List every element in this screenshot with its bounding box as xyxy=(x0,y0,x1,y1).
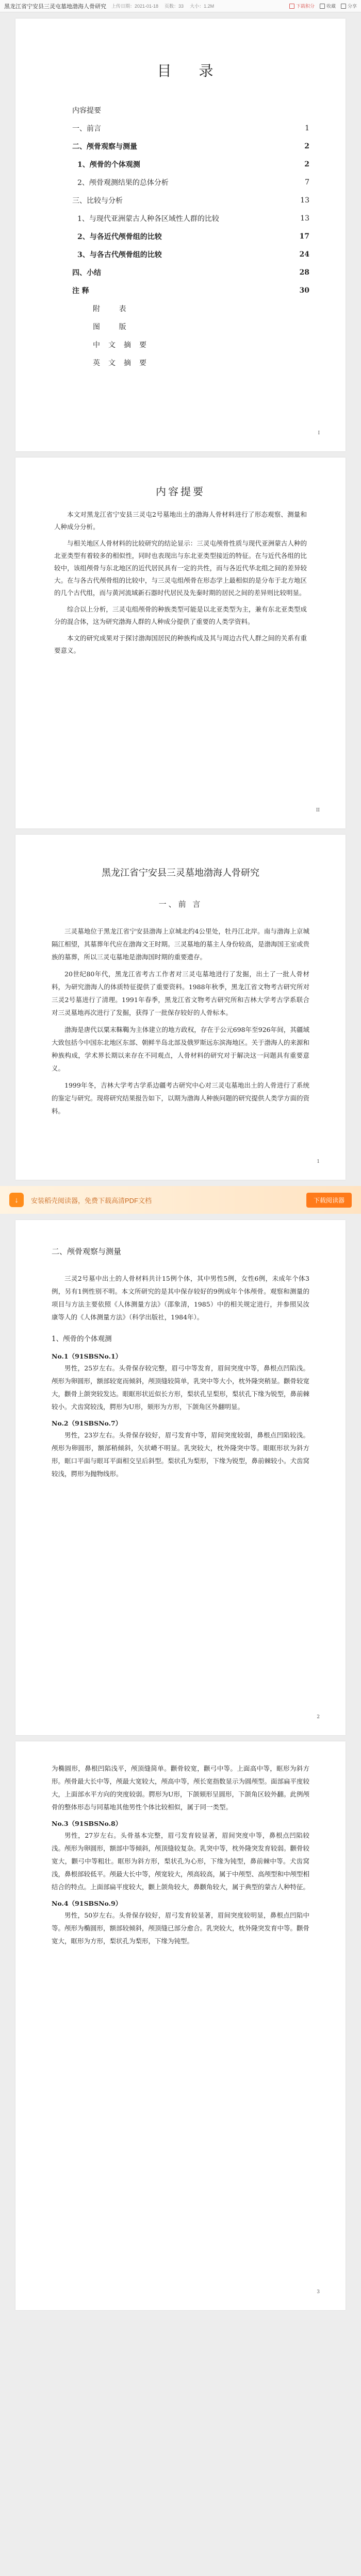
reader-ad-banner[interactable] xyxy=(0,1186,361,1214)
toc-entry-page: 13 xyxy=(300,214,309,223)
toc-entry[interactable] xyxy=(72,119,309,137)
main-page xyxy=(15,835,346,1180)
toc-entry-page: 1 xyxy=(305,124,309,132)
section-heading-preface: 一、前 言 xyxy=(158,900,203,909)
toc-entry-label: 英文摘要 xyxy=(93,359,155,367)
toc-entry[interactable] xyxy=(72,353,309,371)
page-number: 3 xyxy=(317,2290,320,2295)
toc-entry-page: 30 xyxy=(299,286,309,295)
body-paragraph: 三灵墓地位于黑龙江省宁安县渤海上京城北约4公里处，牡丹江北岸。南与渤海上京城隔江相望，其墓葬年代应在渤海文王时期。三灵墓地的墓主人身份较高，是渤海国王室或贵族的墓葬，所以三灵屯墓地是渤海国时期的重要遗存。 xyxy=(52,927,310,961)
toc-entry-label: 2、与各近代颅骨组的比较 xyxy=(77,232,162,241)
specimen-description: 男性，23岁左右。头骨保存较好，眉弓发育中等，眉间突度较弱，鼻根点凹陷较浅。颅形为卵圆形，额部稍倾斜，矢状嵴不明显。乳突较大，枕外隆突中等。眼眶形状为斜方形，眶口平面与眼耳平面相交呈后斜型。梨状孔为梨形，下缘为锐型，鼻前棘较小。犬齿窝较浅，腭形为抛物线形。 xyxy=(52,1431,310,1478)
upload-date: 上传日期：2021-01-18 xyxy=(111,4,159,9)
toc-entry-page: 2 xyxy=(304,160,309,168)
toc-entry[interactable] xyxy=(72,335,309,353)
toc-entry[interactable] xyxy=(72,299,309,317)
toc-list xyxy=(72,101,309,371)
toc-entry-label: 四、小结 xyxy=(72,268,101,277)
specimen-description: 男性，25岁左右。头骨保存较完整，眉弓中等发育，眉间突度中等，鼻根点凹陷浅。颅形为卵圆形，额部较宽而倾斜，颅顶缝较简单，乳突中等大小，枕外隆突稍显。颧骨较宽大，颧骨上颌突较发达。眼眶形状近似长方形，梨状孔呈梨形，梨状孔下缘为锐型，鼻前棘较小。犬齿窝较浅，腭形为U形，颏形为方形，下颌角区外翻明显。 xyxy=(52,1364,310,1411)
download-icon xyxy=(289,4,294,9)
favorite-button[interactable]: 收藏 xyxy=(320,3,336,9)
abstract-title: 内容提要 xyxy=(156,485,205,498)
toc-entry[interactable] xyxy=(72,209,309,227)
toc-entry-label: 2、颅骨观测结果的总体分析 xyxy=(77,178,169,187)
specimen-description: 男性，50岁左右。头骨保存较好，眉弓发育较显著，眉间突度较明显，鼻根点凹陷中等。颅形为椭圆形，额部较倾斜，颅顶缝已部分愈合。乳突较大，枕外隆突发育中等。颧骨宽大，眶形为方形，梨状孔为梨形，下缘为钝型。 xyxy=(52,1911,310,1945)
toc-entry[interactable] xyxy=(72,137,309,155)
toc-entry-label: 内容提要 xyxy=(72,106,101,115)
toc-entry-page: 28 xyxy=(299,268,309,277)
page-number: 1 xyxy=(317,1159,320,1164)
document-meta xyxy=(111,3,214,9)
document-title: 黑龙江省宁安县三灵屯墓地渤海人骨研究 xyxy=(4,3,106,10)
share-icon xyxy=(341,4,346,9)
toc-entry-page: 7 xyxy=(305,178,309,187)
toc-entry[interactable] xyxy=(72,155,309,173)
abstract-paragraph: 本文对黑龙江省宁安县三灵屯2号墓地出土的渤海人骨材料进行了形态观察、测量和人种成分分析。 xyxy=(54,511,307,531)
share-button[interactable]: 分享 xyxy=(341,3,357,9)
page-number: 2 xyxy=(317,1715,320,1720)
toc-entry-page: 24 xyxy=(299,250,309,259)
ad-text: 安装稻壳阅读器，免费下载高清PDF文档 xyxy=(31,1196,152,1205)
continuation-page xyxy=(15,1741,346,2310)
toc-entry[interactable] xyxy=(72,281,309,299)
toc-entry-label: 一、前言 xyxy=(72,124,101,133)
file-size: 大小：1.2M xyxy=(190,4,215,9)
toc-entry-label: 注 释 xyxy=(72,286,89,295)
toc-entry-label: 附 表 xyxy=(93,304,135,313)
abstract-paragraph: 与相关地区人骨材料的比较研究的结论显示：三灵屯颅骨性质与现代亚洲蒙古人种的北亚类型有着较多的相似性，同时也表现出与东北亚类型接近的特征。在与近代各组的比较中，该组颅骨与东北地区的近代居民具有一定的共性，而与各近代华北组之间的差异较大。在与各古代颅骨组的比较中，与三灵屯组颅骨在形态学上最相似的是分布于北方地区的几个古代组，而与黄河流域新石器时代居民及先秦时期的居民之间的差异则比较明显。 xyxy=(54,539,307,597)
body-paragraph: 1999年冬，吉林大学考古学系边疆考古研究中心对三灵屯墓地出土的人骨进行了系统的鉴定与研究。现将研究结果报告如下，以期为渤海人种族问题的研究提供人类学方面的资料。 xyxy=(52,1081,310,1115)
specimen-id: No.1（91SBSNo.1） xyxy=(52,1352,122,1360)
toc-entry[interactable] xyxy=(72,227,309,245)
toc-entry[interactable] xyxy=(72,317,309,335)
toc-page xyxy=(15,19,346,451)
download-icon: ↓ xyxy=(9,1193,24,1207)
specimen-id: No.3（91SBSNo.8） xyxy=(52,1820,122,1827)
page-number: I xyxy=(318,431,320,436)
toc-entry-label: 二、颅骨观察与测量 xyxy=(72,142,137,151)
toc-entry[interactable] xyxy=(72,101,309,119)
section-two-page xyxy=(15,1220,346,1735)
abstract-paragraph: 本文的研究成果对于探讨渤海国居民的种族构成及其与周边古代人群之间的关系有重要意义。 xyxy=(54,634,307,654)
specimen-id: No.2（91SBSNo.7） xyxy=(52,1419,122,1427)
specimen-description: 男性，27岁左右。头骨基本完整，眉弓发育较显著，眉间突度中等，鼻根点凹陷较浅。颅形为卵圆形，额部中等倾斜，颅顶缝较复杂。乳突中等，枕外隆突发育较弱。颧骨较宽大，颧弓中等粗壮。眶形为斜方形，梨状孔为心形，下缘为钝型，鼻前棘中等。犬齿窝浅，鼻根部较低平。颅最大长中等，颅宽较大，颅高较高，属于中颅型、高颅型和中颅型相结合的特点。上面部扁平度较大，颧上颌角较大，鼻颧角较大，属于典型的蒙古人种特征。 xyxy=(52,1832,310,1891)
body-paragraph: 20世纪80年代，黑龙江省考古工作者对三灵屯墓地进行了发掘，出土了一批人骨材料，为研究渤海人的体质特征提供了重要资料。1988年秋季，黑龙江省文物考古研究所对三灵2号墓进行了清理。1991年春季，黑龙江省文物考古研究所和吉林大学考古学系联合对三灵墓地再次进行了发掘，获得了一批保存较好的人骨标本。 xyxy=(52,970,309,1016)
toc-entry-label: 图 版 xyxy=(93,323,135,331)
toc-entry-label: 三、比较与分析 xyxy=(72,196,123,205)
section-heading: 二、颅骨观察与测量 xyxy=(52,1247,122,1256)
toc-title: 目 录 xyxy=(157,62,225,79)
star-icon xyxy=(320,4,325,9)
paper-title: 黑龙江省宁安县三灵墓地渤海人骨研究 xyxy=(102,868,259,878)
toc-entry-label: 1、与现代亚洲蒙古人种各区域性人群的比较 xyxy=(77,214,219,223)
toc-entry-label: 中文摘要 xyxy=(93,341,155,349)
specimen-id: No.4（91SBSNo.9） xyxy=(52,1900,122,1907)
toc-entry[interactable] xyxy=(72,173,309,191)
download-button[interactable]: 下载积分 xyxy=(289,3,315,9)
toc-entry[interactable] xyxy=(72,191,309,209)
viewer-topbar xyxy=(0,0,361,12)
abstract-page xyxy=(15,457,346,828)
body-paragraph: 三灵2号墓中出土的人骨材料共计15例个体，其中男性5例，女性6例，未成年个体3例，另有1例性别不明。本文所研究的是其中保存较好的9例成年个体颅骨。观察和测量的项目与方法主要依照《人体测量方法》（邵象清，1985）中的相关规定进行，并参照吴汝康等人的《人体测量方法》（科学出版社，1984年）。 xyxy=(52,1275,309,1321)
download-reader-button[interactable]: 下载阅读器 xyxy=(306,1193,352,1208)
toc-entry[interactable] xyxy=(72,263,309,281)
body-paragraph: 为椭圆形，鼻根凹陷浅平，颅顶缝简单。颧骨较宽，颧弓中等。上面高中等，眶形为斜方形。颅骨最大长中等，颅最大宽较大，颅高中等，颅长宽指数显示为圆颅型。面部扁平度较大，上面部水平方向的突度较弱。腭形为U形，下颌颏形呈圆形，下颌角区较外翻。此例颅骨的整体形态与同墓地其他男性个体比较相似，属于同一类型。 xyxy=(52,1765,310,1811)
toc-entry-page: 17 xyxy=(299,232,309,241)
abstract-paragraph: 综合以上分析，三灵屯组颅骨的种族类型可能是以北亚类型为主，兼有东北亚类型成分的混合体，这为研究渤海人群的人种成分提供了重要的人类学资料。 xyxy=(54,605,307,625)
page-count: 页数：33 xyxy=(165,4,184,9)
toc-entry-label: 1、颅骨的个体观测 xyxy=(77,160,140,169)
toc-entry[interactable] xyxy=(72,245,309,263)
subsection-heading: 1、颅骨的个体观测 xyxy=(52,1335,112,1343)
toc-entry-page: 2 xyxy=(304,142,309,150)
toc-entry-label: 3、与各古代颅骨组的比较 xyxy=(77,250,162,259)
body-paragraph: 渤海是唐代以粟末靺鞨为主体建立的地方政权，存在于公元698年至926年间，其疆域大致包括今中国东北地区东部、朝鲜半岛北部及俄罗斯远东滨海地区。关于渤海人的来源和种族构成，学术界长期以来存在不同观点，人骨材料的研究对于解决这一问题具有重要意义。 xyxy=(52,1026,310,1072)
toc-entry-page: 13 xyxy=(300,196,309,205)
page-number: II xyxy=(316,808,320,813)
